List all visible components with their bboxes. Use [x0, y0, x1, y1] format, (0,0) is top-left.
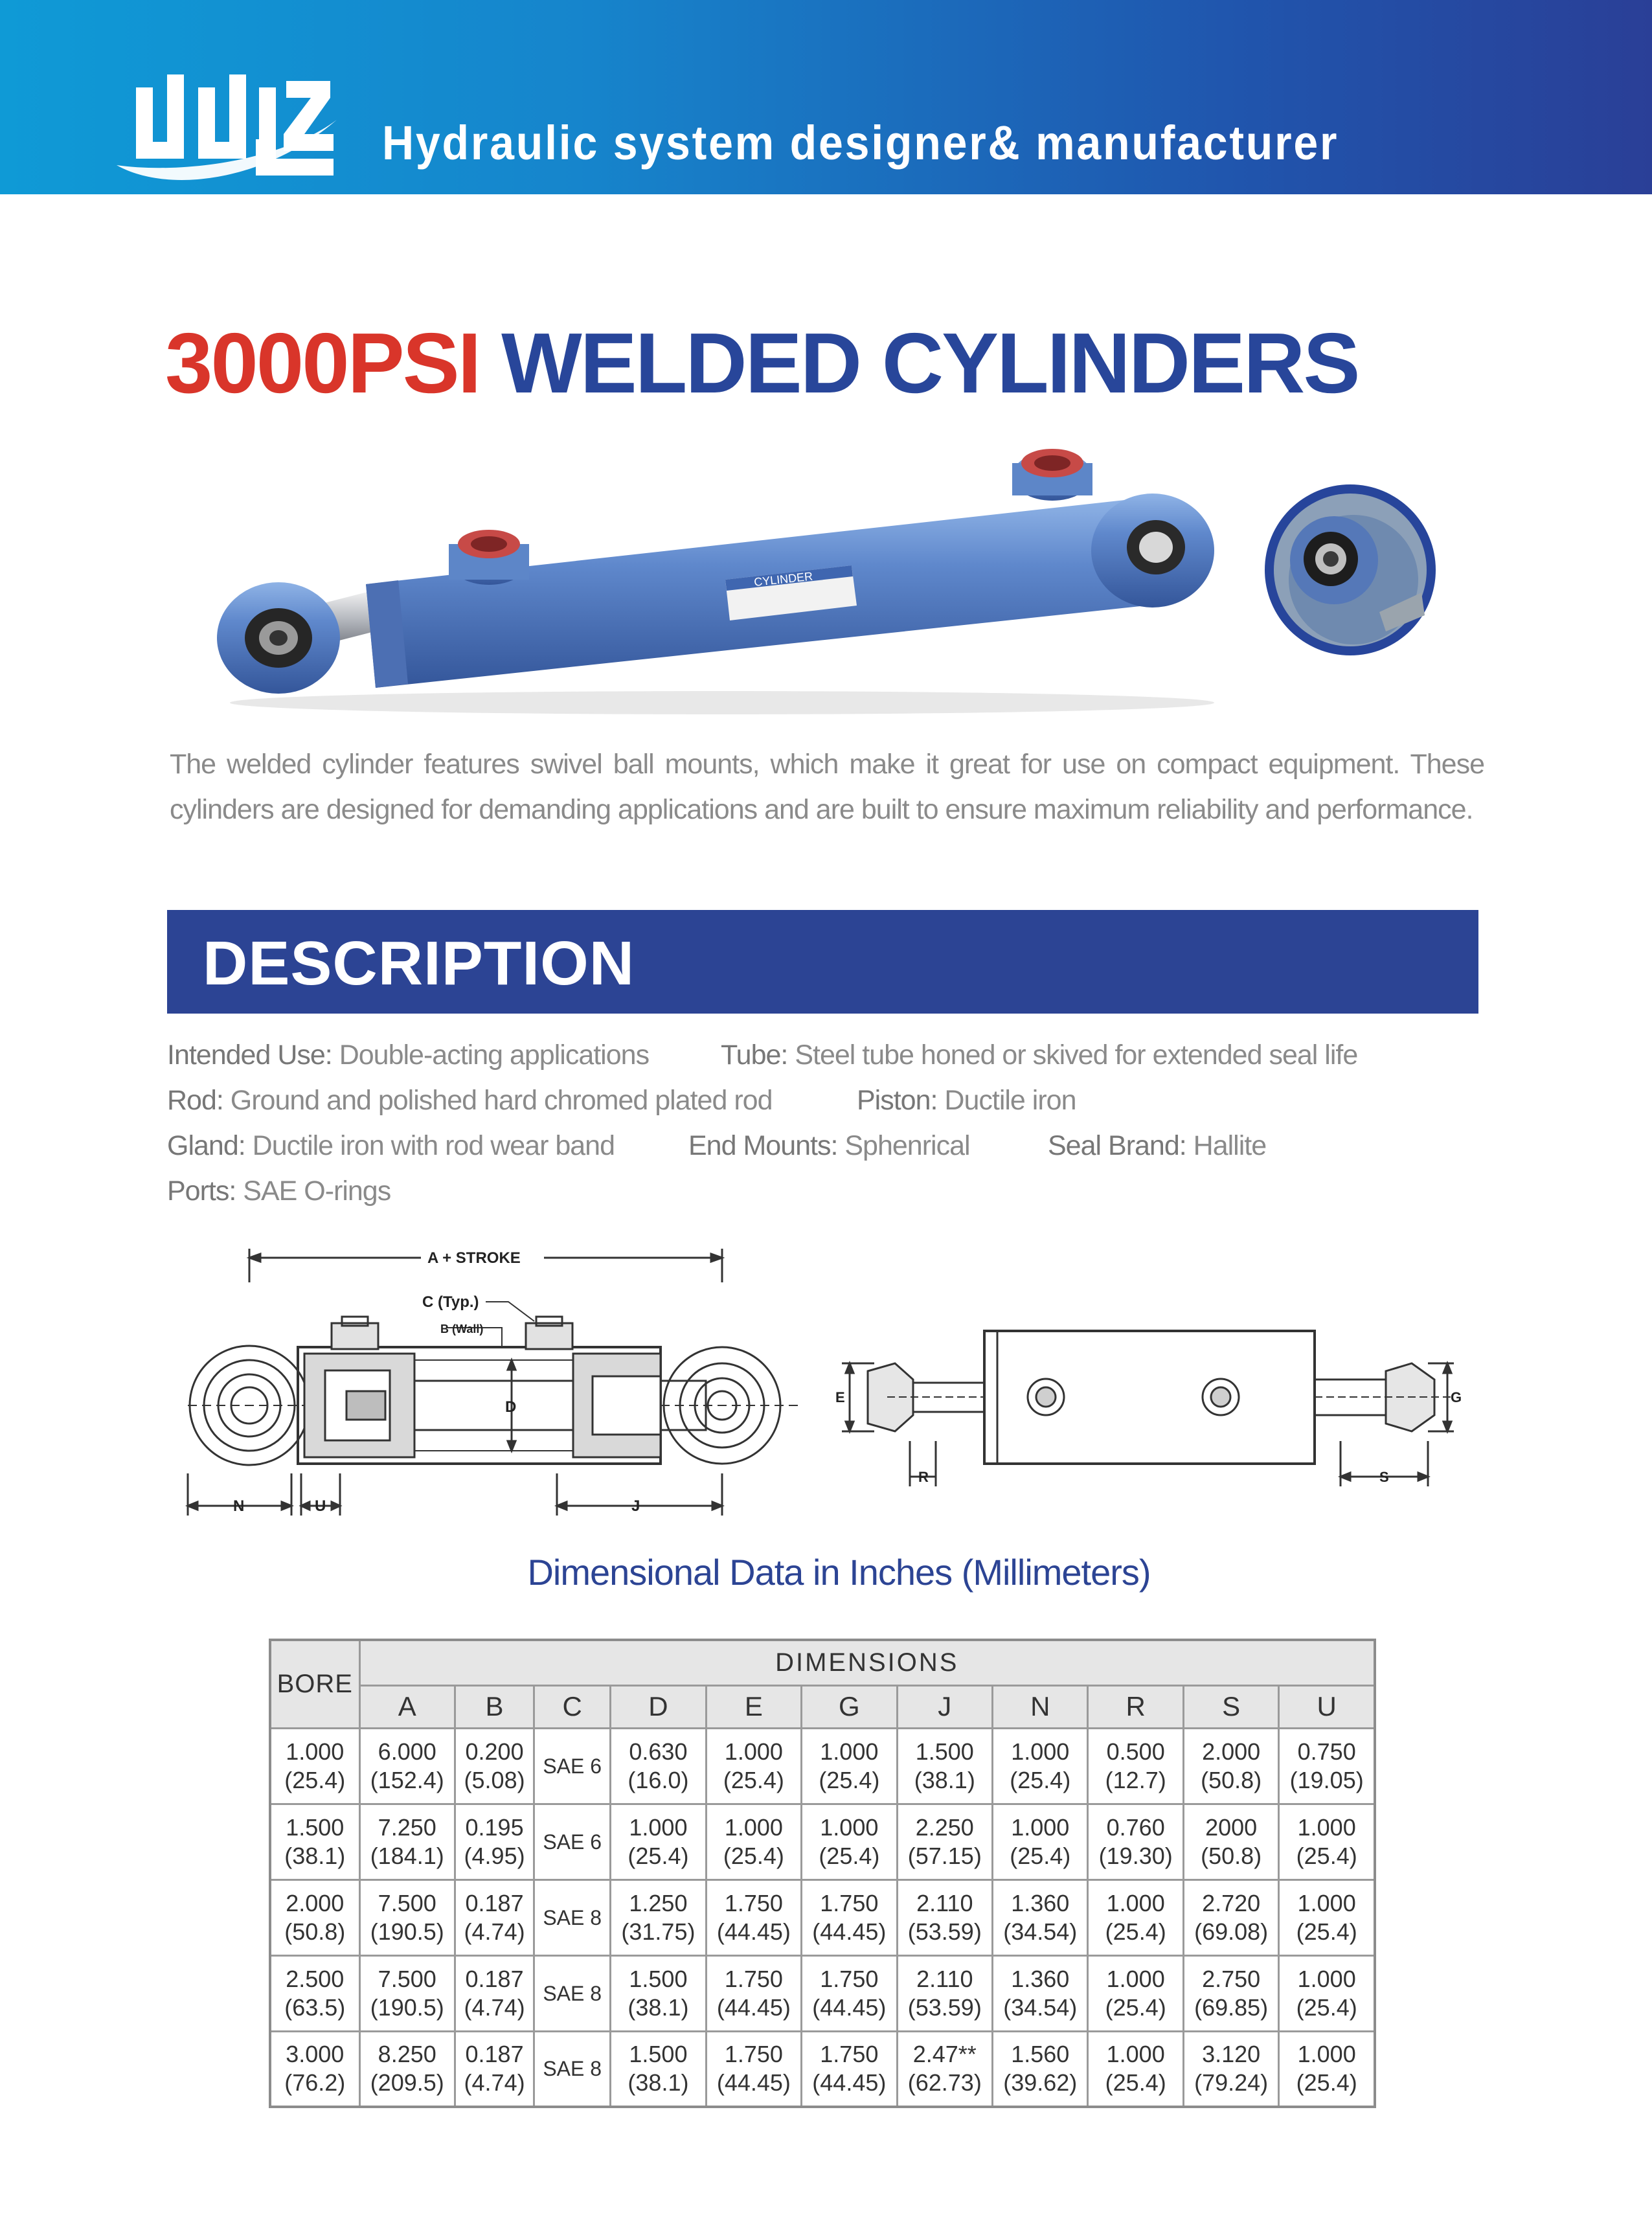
spec-end-mounts	[688, 1130, 970, 1162]
title-product: WELDED CYLINDERS	[501, 315, 1359, 411]
cell-a	[359, 2031, 455, 2107]
cell-bore	[270, 1880, 359, 1955]
value-inches: 0.500	[1106, 1738, 1165, 1765]
value-millimeters: (63.5)	[284, 1993, 346, 2021]
value-inches: 1.000	[724, 1813, 783, 1841]
cell-n	[993, 1804, 1088, 1880]
value-millimeters: (4.74)	[464, 1918, 525, 1945]
value-millimeters: (34.54)	[1003, 1993, 1078, 2021]
cell-s	[1183, 1880, 1278, 1955]
dim-u-label: U	[315, 1497, 326, 1515]
column-header-e: E	[706, 1685, 801, 1728]
dim-j-label: J	[631, 1497, 640, 1515]
spec-value: Ground and polished hard chromed plated rod	[223, 1085, 773, 1116]
spec-seal-brand	[1048, 1130, 1266, 1162]
value-inches: 1.360	[1011, 1889, 1070, 1916]
value-millimeters: (152.4)	[370, 1766, 444, 1793]
value-millimeters: (4.95)	[464, 1842, 525, 1869]
value-millimeters: (62.73)	[907, 2069, 982, 2096]
value-inches: 0.630	[629, 1738, 688, 1765]
column-header-s: S	[1183, 1685, 1278, 1728]
value-millimeters: (57.15)	[907, 1842, 982, 1869]
spec-value: SAE O-rings	[236, 1175, 391, 1207]
column-header-n: N	[993, 1685, 1088, 1728]
header-banner	[0, 0, 1652, 194]
value-inches: 1.000	[1297, 1965, 1356, 1992]
table-row	[270, 1880, 1375, 1955]
spec-value: Ductile iron with rod wear band	[245, 1130, 615, 1161]
value-inches: 8.250	[378, 2041, 436, 2068]
cell-n	[993, 2031, 1088, 2107]
value-inches: 2.500	[286, 1965, 345, 1992]
value-inches: 6.000	[378, 1738, 436, 1765]
value-millimeters: (31.75)	[621, 1918, 696, 1945]
cell-e	[706, 1804, 801, 1880]
company-tagline: Hydraulic system designer& manufacturer	[382, 116, 1339, 170]
cell-bore	[270, 1804, 359, 1880]
dim-g-label: G	[1451, 1389, 1462, 1405]
value-inches: 2.47**	[912, 2041, 977, 2068]
spec-tube	[721, 1039, 1357, 1071]
value-millimeters: (25.4)	[723, 1842, 784, 1869]
cell-j	[897, 1804, 992, 1880]
cell-u	[1279, 1880, 1375, 1955]
cell-r	[1088, 2031, 1183, 2107]
value-inches: 0.187	[465, 2041, 524, 2068]
cell-d	[611, 1955, 706, 2031]
cell-b	[455, 1728, 534, 1804]
cylinder-section-drawing	[181, 1231, 816, 1528]
bore-header: BORE	[270, 1640, 359, 1728]
cell-e	[706, 2031, 801, 2107]
value-millimeters: (4.74)	[464, 1993, 525, 2021]
cell-s	[1183, 2031, 1278, 2107]
cell-a	[359, 1955, 455, 2031]
value-millimeters: (38.1)	[628, 1993, 689, 2021]
page-title	[165, 314, 1358, 411]
value-inches: 1.750	[820, 1889, 879, 1916]
value-inches: 1.000	[1011, 1813, 1070, 1841]
cell-g	[802, 1880, 897, 1955]
value-inches: 2.110	[916, 1965, 973, 1992]
value-inches: 1.750	[820, 1965, 879, 1992]
dim-c-label: C (Typ.)	[422, 1293, 479, 1311]
column-header-j: J	[897, 1685, 992, 1728]
cell-r	[1088, 1880, 1183, 1955]
cell-bore	[270, 2031, 359, 2107]
value-inches: 0.760	[1106, 1813, 1165, 1841]
spec-value: Ductile iron	[937, 1085, 1076, 1116]
cylinder-top-view-drawing	[835, 1318, 1462, 1519]
value-millimeters: (44.45)	[716, 2069, 791, 2096]
value-inches: 1.000	[724, 1738, 783, 1765]
spec-key: Tube:	[721, 1039, 788, 1071]
value-millimeters: (44.45)	[812, 1918, 887, 1945]
spec-key: Rod:	[167, 1085, 223, 1116]
cell-c: SAE 8	[534, 2031, 611, 2107]
dim-s-label: S	[1379, 1469, 1389, 1485]
cell-e	[706, 1728, 801, 1804]
value-millimeters: (25.4)	[1105, 1918, 1166, 1945]
value-millimeters: (25.4)	[819, 1842, 880, 1869]
cell-d	[611, 1804, 706, 1880]
value-millimeters: (44.45)	[812, 2069, 887, 2096]
value-millimeters: (12.7)	[1105, 1766, 1166, 1793]
cell-b	[455, 2031, 534, 2107]
value-inches: 1.000	[1106, 2041, 1165, 2068]
rod-eye-closeup-photo	[1256, 483, 1444, 657]
spec-line-1	[167, 1039, 1527, 1085]
value-millimeters: (44.45)	[812, 1993, 887, 2021]
cell-c: SAE 6	[534, 1728, 611, 1804]
value-millimeters: (69.08)	[1194, 1918, 1269, 1945]
value-inches: 1.000	[1106, 1965, 1165, 1992]
spec-key: Seal Brand:	[1048, 1130, 1186, 1161]
cell-d	[611, 1880, 706, 1955]
intro-paragraph: The welded cylinder features swivel ball mounts, which make it great for use on compact equipment. These cylinders are designed for demanding applications and are built to ensure maximum reliability and performance.	[170, 749, 1484, 825]
cell-j	[897, 1955, 992, 2031]
value-millimeters: (209.5)	[370, 2069, 444, 2096]
value-millimeters: (25.4)	[284, 1766, 346, 1793]
value-millimeters: (4.74)	[464, 2069, 525, 2096]
cell-c: SAE 8	[534, 1880, 611, 1955]
cell-u	[1279, 1804, 1375, 1880]
spec-value: Double-acting applications	[332, 1039, 650, 1071]
spec-key: Piston:	[857, 1085, 938, 1116]
table-row	[270, 2031, 1375, 2107]
spec-key: Intended Use:	[167, 1039, 332, 1071]
dimensions-header: DIMENSIONS	[359, 1640, 1375, 1685]
value-millimeters: (190.5)	[370, 1993, 444, 2021]
value-millimeters: (38.1)	[628, 2069, 689, 2096]
column-header-g: G	[802, 1685, 897, 1728]
cell-c: SAE 8	[534, 1955, 611, 2031]
spec-key: Ports:	[167, 1175, 236, 1207]
value-millimeters: (44.45)	[716, 1993, 791, 2021]
value-inches: 1.750	[820, 2041, 879, 2068]
cell-b	[455, 1955, 534, 2031]
column-header-row	[270, 1685, 1375, 1728]
cell-b	[455, 1804, 534, 1880]
value-millimeters: (16.0)	[628, 1766, 689, 1793]
value-inches: 3.120	[1202, 2041, 1261, 2068]
value-millimeters: (19.05)	[1289, 1766, 1364, 1793]
dim-r-label: R	[918, 1469, 929, 1485]
dim-a-stroke-label: A + STROKE	[427, 1249, 521, 1267]
cell-u	[1279, 1955, 1375, 2031]
cell-bore	[270, 1955, 359, 2031]
spec-intended-use	[167, 1039, 649, 1071]
value-millimeters: (25.4)	[1296, 2069, 1357, 2096]
value-inches: 1.750	[724, 2041, 783, 2068]
dimensions-table	[269, 1639, 1376, 2108]
value-millimeters: (25.4)	[1296, 1993, 1357, 2021]
cell-c: SAE 6	[534, 1804, 611, 1880]
value-inches: 1.000	[286, 1738, 345, 1765]
value-inches: 1.250	[629, 1889, 688, 1916]
value-inches: 1.000	[820, 1813, 879, 1841]
cell-a	[359, 1804, 455, 1880]
cell-r	[1088, 1804, 1183, 1880]
value-inches: 0.187	[465, 1965, 524, 1992]
value-inches: 1.500	[286, 1813, 345, 1841]
table-caption: Dimensional Data in Inches (Millimeters)	[527, 1552, 1151, 1593]
value-millimeters: (25.4)	[1296, 1918, 1357, 1945]
cell-g	[802, 2031, 897, 2107]
description-heading: DESCRIPTION	[203, 929, 635, 998]
cell-d	[611, 1728, 706, 1804]
value-millimeters: (53.59)	[907, 1918, 982, 1945]
value-inches: 0.750	[1297, 1738, 1356, 1765]
cell-n	[993, 1955, 1088, 2031]
value-inches: 1.360	[1011, 1965, 1070, 1992]
value-millimeters: (5.08)	[464, 1766, 525, 1793]
cell-j	[897, 1880, 992, 1955]
value-inches: 2.110	[916, 1889, 973, 1916]
value-millimeters: (44.45)	[716, 1918, 791, 1945]
cell-j	[897, 2031, 992, 2107]
value-inches: 0.200	[465, 1738, 524, 1765]
company-logo-icon	[117, 62, 340, 185]
value-millimeters: (25.4)	[1010, 1842, 1071, 1869]
value-inches: 2.750	[1202, 1965, 1261, 1992]
value-inches: 2000	[1205, 1813, 1258, 1841]
value-millimeters: (53.59)	[907, 1993, 982, 2021]
cell-s	[1183, 1804, 1278, 1880]
value-millimeters: (25.4)	[1105, 2069, 1166, 2096]
cell-u	[1279, 2031, 1375, 2107]
value-inches: 1.000	[1297, 1889, 1356, 1916]
value-inches: 1.500	[915, 1738, 974, 1765]
column-header-a: A	[359, 1685, 455, 1728]
value-inches: 1.000	[1297, 1813, 1356, 1841]
value-inches: 7.500	[378, 1889, 436, 1916]
value-millimeters: (76.2)	[284, 2069, 346, 2096]
value-inches: 2.720	[1202, 1889, 1261, 1916]
value-inches: 1.500	[629, 2041, 688, 2068]
value-inches: 1.000	[1297, 2041, 1356, 2068]
spec-value: Sphenrical	[837, 1130, 970, 1161]
value-millimeters: (50.8)	[1201, 1842, 1262, 1869]
cylinder-photo	[204, 447, 1214, 719]
value-millimeters: (79.24)	[1194, 2069, 1269, 2096]
spec-piston	[857, 1085, 1076, 1117]
value-millimeters: (25.4)	[1105, 1993, 1166, 2021]
cell-d	[611, 2031, 706, 2107]
value-millimeters: (184.1)	[370, 1842, 444, 1869]
cell-g	[802, 1728, 897, 1804]
value-millimeters: (19.30)	[1098, 1842, 1173, 1869]
value-millimeters: (50.8)	[1201, 1766, 1262, 1793]
value-inches: 1.000	[820, 1738, 879, 1765]
cell-a	[359, 1728, 455, 1804]
value-inches: 1.750	[724, 1965, 783, 1992]
value-inches: 7.250	[378, 1813, 436, 1841]
cell-b	[455, 1880, 534, 1955]
cell-s	[1183, 1955, 1278, 2031]
cell-u	[1279, 1728, 1375, 1804]
value-millimeters: (50.8)	[284, 1918, 346, 1945]
spec-key: Gland:	[167, 1130, 245, 1161]
cell-e	[706, 1955, 801, 2031]
value-inches: 1.000	[1106, 1889, 1165, 1916]
column-header-c: C	[534, 1685, 611, 1728]
table-row	[270, 1955, 1375, 2031]
cell-r	[1088, 1728, 1183, 1804]
table-body	[270, 1728, 1375, 2107]
cell-n	[993, 1880, 1088, 1955]
description-banner	[167, 910, 1478, 1014]
column-header-r: R	[1088, 1685, 1183, 1728]
table-row	[270, 1728, 1375, 1804]
cell-s	[1183, 1728, 1278, 1804]
spec-key: End Mounts:	[688, 1130, 838, 1161]
cell-r	[1088, 1955, 1183, 2031]
dim-e-label: E	[835, 1389, 845, 1405]
value-inches: 1.750	[724, 1889, 783, 1916]
spec-line-2	[167, 1085, 1527, 1130]
table-row	[270, 1804, 1375, 1880]
spec-gland	[167, 1130, 615, 1162]
column-header-b: B	[455, 1685, 534, 1728]
spec-line-3	[167, 1130, 1527, 1175]
value-inches: 2.000	[286, 1889, 345, 1916]
dim-b-label: B (Wall)	[440, 1323, 484, 1335]
cell-n	[993, 1728, 1088, 1804]
value-inches: 2.000	[1202, 1738, 1261, 1765]
spec-value: Steel tube honed or skived for extended seal life	[787, 1039, 1358, 1071]
spec-ports	[167, 1175, 390, 1207]
spec-list	[167, 1039, 1527, 1221]
value-inches: 0.195	[465, 1813, 524, 1841]
spec-line-4	[167, 1175, 1527, 1221]
value-millimeters: (190.5)	[370, 1918, 444, 1945]
value-inches: 1.000	[629, 1813, 688, 1841]
value-inches: 1.000	[1011, 1738, 1070, 1765]
column-header-u: U	[1279, 1685, 1375, 1728]
cell-e	[706, 1880, 801, 1955]
value-millimeters: (34.54)	[1003, 1918, 1078, 1945]
cell-j	[897, 1728, 992, 1804]
cell-g	[802, 1955, 897, 2031]
dim-n-label: N	[233, 1497, 245, 1515]
value-millimeters: (25.4)	[1296, 1842, 1357, 1869]
spec-value: Hallite	[1186, 1130, 1267, 1161]
value-inches: 1.500	[629, 1965, 688, 1992]
dim-d-label: D	[505, 1398, 517, 1416]
value-inches: 7.500	[378, 1965, 436, 1992]
value-millimeters: (25.4)	[1010, 1766, 1071, 1793]
value-millimeters: (39.62)	[1003, 2069, 1078, 2096]
value-inches: 3.000	[286, 2041, 345, 2068]
value-inches: 1.560	[1011, 2041, 1070, 2068]
value-millimeters: (69.85)	[1194, 1993, 1269, 2021]
spec-rod	[167, 1085, 773, 1117]
value-millimeters: (38.1)	[914, 1766, 975, 1793]
value-inches: 2.250	[915, 1813, 974, 1841]
value-millimeters: (38.1)	[284, 1842, 346, 1869]
value-millimeters: (25.4)	[723, 1766, 784, 1793]
cell-bore	[270, 1728, 359, 1804]
title-pressure: 3000PSI	[165, 315, 480, 411]
value-millimeters: (25.4)	[819, 1766, 880, 1793]
value-millimeters: (25.4)	[628, 1842, 689, 1869]
column-header-d: D	[611, 1685, 706, 1728]
cell-a	[359, 1880, 455, 1955]
value-inches: 0.187	[465, 1889, 524, 1916]
cylinder-label-text: CYLINDER	[753, 569, 813, 589]
cell-g	[802, 1804, 897, 1880]
